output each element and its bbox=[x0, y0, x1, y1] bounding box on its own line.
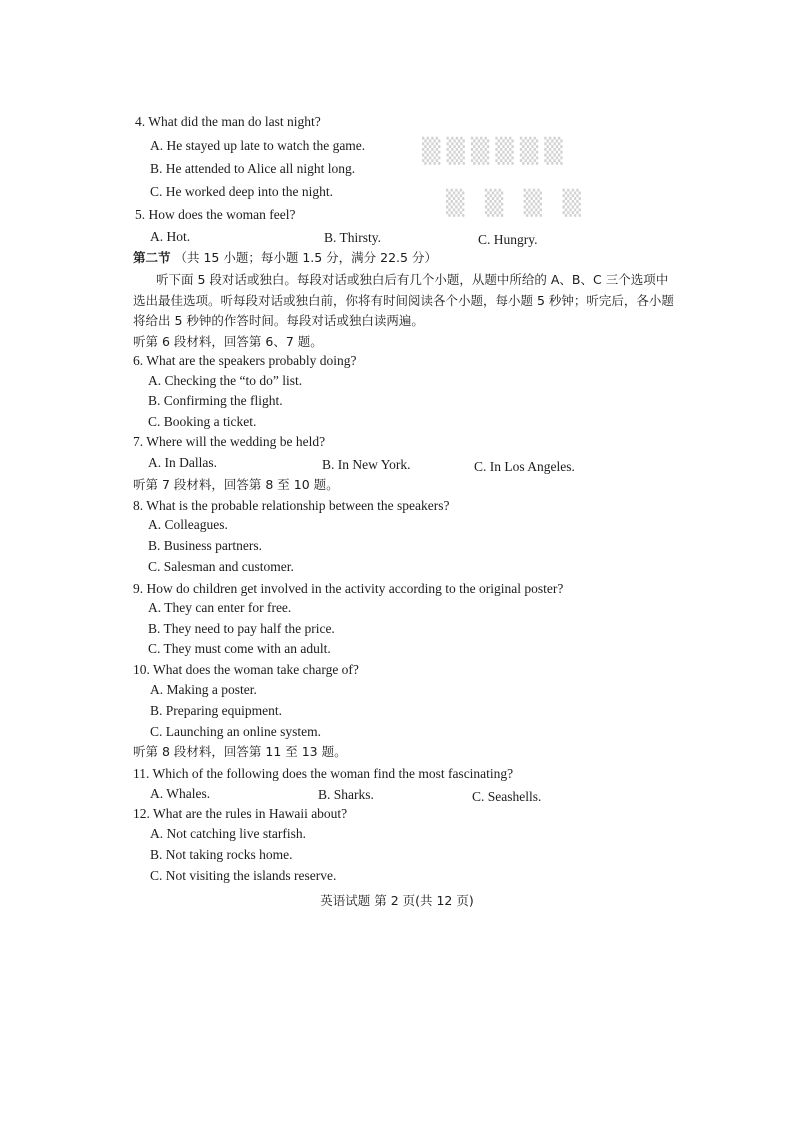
question-5-stem: 5. How does the woman feel? bbox=[135, 207, 296, 222]
page-footer: 英语试题 第 2 页(共 12 页) bbox=[320, 893, 474, 908]
question-6-option-a: A. Checking the “to do” list. bbox=[148, 373, 303, 388]
question-7-option-c: C. In Los Angeles. bbox=[474, 459, 575, 474]
question-12-option-c: C. Not visiting the islands reserve. bbox=[150, 868, 337, 883]
question-10-option-c: C. Launching an online system. bbox=[150, 724, 321, 739]
question-4-option-c: C. He worked deep into the night. bbox=[150, 184, 333, 199]
question-11-stem: 11. Which of the following does the woman find the most fascinating? bbox=[133, 766, 514, 781]
section-meta: （共 15 小题；每小题 1.5 分，满分 22.5 分） bbox=[174, 250, 437, 265]
passage-6-label: 听第 6 段材料，回答第 6、7 题。 bbox=[133, 334, 323, 349]
question-4-stem: 4. What did the man do last night? bbox=[135, 114, 321, 129]
question-11-option-c: C. Seashells. bbox=[472, 789, 542, 804]
question-4-option-a: A. He stayed up late to watch the game. bbox=[150, 138, 366, 153]
question-5-option-b: B. Thirsty. bbox=[324, 230, 382, 245]
section-heading bbox=[133, 249, 437, 267]
question-6-option-c: C. Booking a ticket. bbox=[148, 414, 257, 429]
question-7-option-b: B. In New York. bbox=[322, 457, 411, 472]
question-11-option-b: B. Sharks. bbox=[318, 787, 374, 802]
passage-8-label: 听第 8 段材料，回答第 11 至 13 题。 bbox=[133, 744, 347, 759]
bleed-through-heading: ▒▒▒▒▒▒ bbox=[422, 136, 569, 165]
passage-7-label: 听第 7 段材料，回答第 8 至 10 题。 bbox=[133, 477, 339, 492]
question-9-stem: 9. How do children get involved in the activity according to the original poster? bbox=[133, 581, 564, 596]
question-5-option-a: A. Hot. bbox=[150, 229, 191, 244]
question-12-stem: 12. What are the rules in Hawaii about? bbox=[133, 806, 348, 821]
question-6-option-b: B. Confirming the flight. bbox=[148, 393, 283, 408]
question-7-stem: 7. Where will the wedding be held? bbox=[133, 434, 326, 449]
question-9-option-a: A. They can enter for free. bbox=[148, 600, 292, 615]
question-10-option-a: A. Making a poster. bbox=[150, 682, 257, 697]
section-instructions-line-1: 听下面 5 段对话或独白。每段对话或独白后有几个小题，从题中所给的 A、B、C 三个选项中 bbox=[156, 272, 669, 287]
question-8-stem: 8. What is the probable relationship between the speakers? bbox=[133, 498, 450, 513]
question-8-option-c: C. Salesman and customer. bbox=[148, 559, 294, 574]
question-9-option-b: B. They need to pay half the price. bbox=[148, 621, 335, 636]
bleed-through-title: ▒ ▒ ▒ ▒ bbox=[446, 188, 587, 217]
question-10-option-b: B. Preparing equipment. bbox=[150, 703, 282, 718]
question-4-option-b: B. He attended to Alice all night long. bbox=[150, 161, 356, 176]
question-12-option-b: B. Not taking rocks home. bbox=[150, 847, 293, 862]
section-instructions-line-3: 将给出 5 秒钟的作答时间。每段对话或独白读两遍。 bbox=[133, 313, 424, 328]
question-9-option-c: C. They must come with an adult. bbox=[148, 641, 331, 656]
question-11-option-a: A. Whales. bbox=[150, 786, 211, 801]
section-title: 第二节 bbox=[133, 250, 171, 265]
question-12-option-a: A. Not catching live starfish. bbox=[150, 826, 306, 841]
question-7-option-a: A. In Dallas. bbox=[148, 455, 217, 470]
question-8-option-a: A. Colleagues. bbox=[148, 517, 228, 532]
section-instructions-line-2: 选出最佳选项。听每段对话或独白前，你将有时间阅读各个小题，每小题 5 秒钟；听完后，各小题 bbox=[133, 293, 674, 308]
question-8-option-b: B. Business partners. bbox=[148, 538, 262, 553]
question-10-stem: 10. What does the woman take charge of? bbox=[133, 662, 359, 677]
question-6-stem: 6. What are the speakers probably doing? bbox=[133, 353, 357, 368]
question-5-option-c: C. Hungry. bbox=[478, 232, 538, 247]
